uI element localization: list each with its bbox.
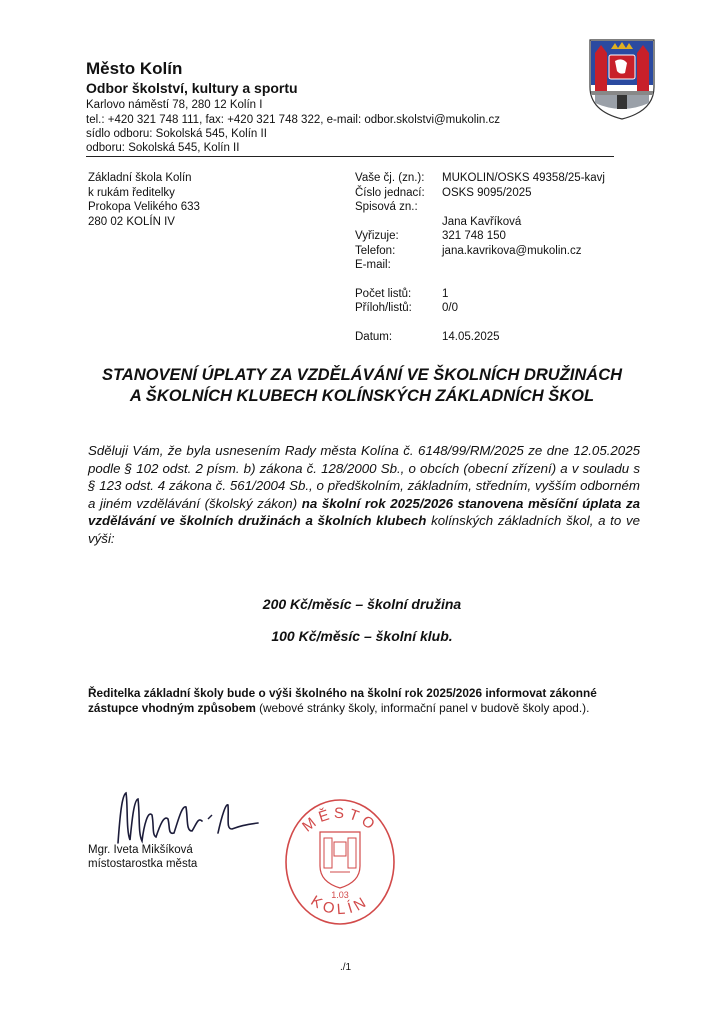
date-value: 14.05.2025 — [442, 330, 500, 343]
handler-label: Vyřizuje: — [355, 230, 399, 242]
sheets-label: Počet listů: — [355, 287, 412, 300]
phone-label: Telefon: — [355, 244, 396, 257]
email-label: E-mail: — [355, 259, 391, 271]
signer-name: Mgr. Iveta Mikšíková — [88, 844, 193, 856]
stamp-top-text: MĚSTO — [299, 804, 381, 836]
city-crest-icon — [587, 37, 657, 121]
fee-druzina: 200 Kč/měsíc – školní družina — [262, 596, 462, 612]
header-office: odboru: Sokolská 545, Kolín II — [86, 142, 240, 154]
handler-phone: 321 748 150 — [442, 230, 506, 242]
file-label: Spisová zn.: — [355, 201, 418, 213]
sheets-value: 1 — [442, 287, 449, 300]
signer-role: místostarostka města — [88, 858, 198, 870]
body-outro: kolínských základních škol, a to ve výši: — [88, 513, 640, 546]
recipient-line: k rukám ředitelky — [88, 186, 175, 199]
attachments-label: Příloh/listů: — [355, 302, 412, 314]
body-intro: Sděluji Vám, že byla usnesením Rady města Kolína č. 6148/99/RM/2025 ze dne 12.05.2025 podle § 102 odst. 2 písm. b) zákona č. 128/2000 Sb., o obcích (obecní zřízení) a v souladu s § 123 odst. 4 zákona č. 561/2004 Sb., o předškolním, základním, středním, vyšším odborném a jiném vzdělávání (školský zákon) — [88, 443, 640, 511]
ref-value: MUKOLIN/OSKS 49358/25-kavj — [442, 172, 605, 184]
body-bold: na školní rok 2025/2026 stanovena měsíční úplata za vzdělávání ve školních družinách a školních klubech — [88, 495, 640, 528]
fee-klub: 100 Kč/měsíc – školní klub. — [271, 628, 453, 644]
recipient-line: Prokopa Velikého 633 — [88, 201, 200, 213]
handler-email: jana.kavrikova@mukolin.cz — [442, 244, 582, 257]
date-label: Datum: — [355, 330, 393, 343]
ref-label: Vaše čj. (zn.): — [355, 172, 425, 184]
header-contacts: tel.: +420 321 748 111, fax: +420 321 748 322, e-mail: odbor.skolstvi@mukolin.cz — [86, 114, 501, 126]
city-name: Město Kolín — [86, 59, 183, 78]
number-label: Číslo jednací: — [355, 186, 425, 199]
header-divider — [86, 156, 614, 157]
stamp-bottom-text: KOLÍN — [307, 892, 373, 919]
stamp-number: 1.03 — [331, 890, 349, 900]
signer-block — [88, 843, 197, 871]
title-line-1: STANOVENÍ ÚPLATY ZA VZDĚLÁVÁNÍ VE ŠKOLNÍCH DRUŽINÁCH — [101, 366, 623, 384]
page-number: ./1 — [340, 962, 352, 973]
reference-block — [355, 171, 605, 344]
recipient-address — [88, 171, 200, 229]
document-title — [60, 365, 664, 407]
handler-name: Jana Kavříková — [442, 215, 522, 228]
recipient-line: 280 02 KOLÍN IV — [88, 215, 175, 228]
recipient-line: Základní škola Kolín — [88, 172, 192, 184]
note-bold: Ředitelka základní školy bude o výši školného na školní rok 2025/2026 informovat zákonné zástupce vhodným způsobem — [88, 686, 597, 715]
header-address: Karlovo náměstí 78, 280 12 Kolín I — [86, 99, 263, 111]
closing-note — [88, 686, 646, 716]
title-line-2: A ŠKOLNÍCH KLUBECH KOLÍNSKÝCH ZÁKLADNÍCH ŠKOL — [129, 387, 595, 405]
number-value: OSKS 9095/2025 — [442, 186, 532, 199]
body-paragraph — [88, 442, 640, 547]
note-rest: (webové stránky školy, informační panel v budově školy apod.). — [255, 701, 590, 715]
attachments-value: 0/0 — [442, 302, 458, 314]
header-seat: sídlo odboru: Sokolská 545, Kolín II — [86, 128, 267, 140]
department-name: Odbor školství, kultury a sportu — [86, 80, 298, 96]
official-stamp-icon — [280, 788, 400, 930]
